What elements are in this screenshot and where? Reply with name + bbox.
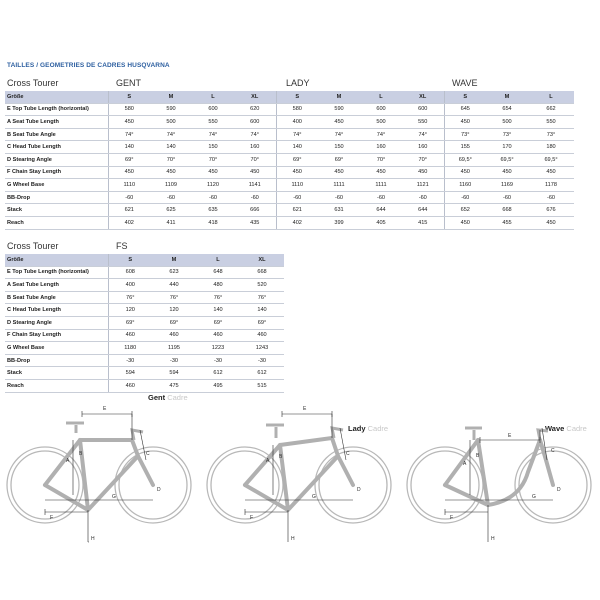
row-label: Reach <box>5 216 108 229</box>
table-cell: 520 <box>240 279 284 292</box>
dim-letter-h-lady: H <box>291 536 295 542</box>
table-row <box>5 179 574 192</box>
table-cell: 160 <box>402 141 444 154</box>
table-cell: 69° <box>196 316 240 329</box>
table-cell: -30 <box>240 354 284 367</box>
table-cell: 590 <box>318 103 360 116</box>
table-cell: -60 <box>108 191 150 204</box>
table-cell: 644 <box>360 204 402 217</box>
table-cell: 1160 <box>444 179 486 192</box>
table-cell: 435 <box>234 216 276 229</box>
table-cell: 450 <box>486 166 528 179</box>
cockpit-lady <box>266 425 343 438</box>
frame-lady <box>245 438 353 510</box>
table-cell: 621 <box>276 204 318 217</box>
table-cell: 74° <box>150 128 192 141</box>
dim-letter-e-gent: E <box>103 406 107 412</box>
table-cell: 475 <box>152 379 196 392</box>
table-cell: 590 <box>150 103 192 116</box>
row-label: BB-Drop <box>5 354 108 367</box>
table-cell: 625 <box>150 204 192 217</box>
row-label: BB-Drop <box>5 191 108 204</box>
bike-diagram-gent <box>0 400 200 550</box>
table-row <box>5 291 284 304</box>
table-cell: 69,5° <box>528 153 574 166</box>
table-cell: 550 <box>528 116 574 129</box>
table-cell: 631 <box>318 204 360 217</box>
table-cell: 644 <box>402 204 444 217</box>
table-cell: 418 <box>192 216 234 229</box>
table-cell: 440 <box>152 279 196 292</box>
table-cell: 668 <box>240 266 284 279</box>
table-cell: 594 <box>108 367 152 380</box>
table-cell: 450 <box>444 216 486 229</box>
table-cell: 140 <box>240 304 284 317</box>
table-cell: 1178 <box>528 179 574 192</box>
table-cell: 120 <box>152 304 196 317</box>
column-header: M <box>152 254 196 266</box>
table-cell: 399 <box>318 216 360 229</box>
table-cell: 450 <box>276 166 318 179</box>
table1-group-wave: WAVE <box>452 78 478 88</box>
table-row <box>5 216 574 229</box>
table-cell: 69° <box>318 153 360 166</box>
table-cell: 450 <box>108 166 150 179</box>
table-cell: 70° <box>360 153 402 166</box>
dim-letter-g-gent: G <box>112 494 116 500</box>
dim-letter-a-gent: A <box>66 458 70 464</box>
table-cell: 455 <box>486 216 528 229</box>
table-cell: 160 <box>360 141 402 154</box>
table-cell: 500 <box>486 116 528 129</box>
table-row <box>5 153 574 166</box>
table-cell: 69° <box>152 316 196 329</box>
geometry-table-cross-tourer-fs <box>5 254 284 393</box>
table-cell: -30 <box>196 354 240 367</box>
dim-letter-c-wave: C <box>551 448 555 454</box>
table-cell: 69° <box>108 316 152 329</box>
table-cell: -60 <box>234 191 276 204</box>
dim-letter-h-gent: H <box>91 536 95 542</box>
table-cell: 1195 <box>152 342 196 355</box>
dim-letter-b-lady: B <box>279 454 283 460</box>
table-cell: 450 <box>234 166 276 179</box>
row-label: D Stearing Angle <box>5 316 108 329</box>
table-cell: 74° <box>108 128 150 141</box>
dim-letter-d-lady: D <box>357 487 361 493</box>
table-cell: 411 <box>150 216 192 229</box>
table-cell: 460 <box>240 329 284 342</box>
table-cell: 600 <box>192 103 234 116</box>
table-cell: -60 <box>528 191 574 204</box>
column-header: XL <box>234 91 276 103</box>
table-cell: 676 <box>528 204 574 217</box>
table-cell: 150 <box>192 141 234 154</box>
table-cell: 400 <box>108 279 152 292</box>
table-cell: 668 <box>486 204 528 217</box>
row-label: A Seat Tube Length <box>5 279 108 292</box>
table-cell: 1120 <box>192 179 234 192</box>
table1-group-lady: LADY <box>286 78 310 88</box>
row-label: F Chain Stay Length <box>5 329 108 342</box>
table-row <box>5 103 574 116</box>
diagram-sub-gent: Cadre <box>167 393 188 402</box>
table-cell: 1141 <box>234 179 276 192</box>
page-caption: TAILLES / GEOMETRIES DE CADRES HUSQVARNA <box>7 62 170 69</box>
table-cell: 405 <box>360 216 402 229</box>
table-cell: 400 <box>276 116 318 129</box>
column-header: S <box>108 254 152 266</box>
diagram-name-gent: Gent <box>148 393 166 402</box>
table-cell: 160 <box>234 141 276 154</box>
table-cell: 594 <box>152 367 196 380</box>
table-cell: 73° <box>486 128 528 141</box>
column-header: XL <box>402 91 444 103</box>
table-cell: 450 <box>444 166 486 179</box>
table-cell: 652 <box>444 204 486 217</box>
table-cell: 620 <box>234 103 276 116</box>
table-cell: 415 <box>402 216 444 229</box>
table-cell: 612 <box>196 367 240 380</box>
dim-letter-e-wave: E <box>508 433 512 439</box>
table-cell: 580 <box>276 103 318 116</box>
table-cell: 600 <box>234 116 276 129</box>
diagram-sub-lady: Cadre <box>367 424 389 433</box>
column-header: XL <box>240 254 284 266</box>
column-header-size: Größe <box>5 91 108 103</box>
column-header: L <box>192 91 234 103</box>
dim-letter-f-lady: F <box>250 515 254 521</box>
column-header: M <box>486 91 528 103</box>
table-cell: 1109 <box>150 179 192 192</box>
table-cell: -30 <box>152 354 196 367</box>
table-cell: 608 <box>108 266 152 279</box>
table-row <box>5 204 574 217</box>
column-header: S <box>276 91 318 103</box>
table-cell: -60 <box>192 191 234 204</box>
table-cell: 74° <box>192 128 234 141</box>
table-cell: 623 <box>152 266 196 279</box>
table-cell: 73° <box>444 128 486 141</box>
table-cell: 74° <box>402 128 444 141</box>
table-row <box>5 379 284 392</box>
table-cell: 450 <box>402 166 444 179</box>
table-row <box>5 116 574 129</box>
table-cell: -60 <box>276 191 318 204</box>
table-cell: 550 <box>402 116 444 129</box>
table-cell: 460 <box>108 379 152 392</box>
table-cell: 76° <box>152 291 196 304</box>
table-cell: 460 <box>152 329 196 342</box>
table-cell: -60 <box>486 191 528 204</box>
dim-letter-d-gent: D <box>157 487 161 493</box>
table-cell: 76° <box>108 291 152 304</box>
table-cell: 1223 <box>196 342 240 355</box>
table-cell: 648 <box>196 266 240 279</box>
table-cell: 450 <box>528 166 574 179</box>
table-cell: 74° <box>360 128 402 141</box>
cockpit-gent <box>66 423 143 440</box>
table-cell: 74° <box>234 128 276 141</box>
column-header: L <box>196 254 240 266</box>
table-cell: 140 <box>276 141 318 154</box>
table-cell: 180 <box>528 141 574 154</box>
table2-model: FS <box>116 241 128 251</box>
table-row <box>5 304 284 317</box>
table-cell: 70° <box>402 153 444 166</box>
table-cell: 550 <box>192 116 234 129</box>
table-cell: -60 <box>318 191 360 204</box>
table-header-row <box>5 91 574 103</box>
row-label: E Top Tube Length (horizontal) <box>5 266 108 279</box>
table-cell: 69,5° <box>486 153 528 166</box>
table-cell: 450 <box>192 166 234 179</box>
table-row <box>5 279 284 292</box>
column-header: S <box>108 91 150 103</box>
dim-letter-a-lady: A <box>266 458 270 464</box>
diagram-name-wave: Wave <box>545 424 565 433</box>
table-cell: 70° <box>234 153 276 166</box>
table-cell: 654 <box>486 103 528 116</box>
row-label: B Seat Tube Angle <box>5 128 108 141</box>
column-header: M <box>150 91 192 103</box>
table-cell: -30 <box>108 354 152 367</box>
table-cell: 480 <box>196 279 240 292</box>
table-row <box>5 367 284 380</box>
table-cell: 662 <box>528 103 574 116</box>
dim-letter-f-wave: F <box>450 515 454 521</box>
table-cell: 70° <box>150 153 192 166</box>
row-label: B Seat Tube Angle <box>5 291 108 304</box>
dim-letter-f-gent: F <box>50 515 54 521</box>
table-cell: 645 <box>444 103 486 116</box>
table-cell: 402 <box>108 216 150 229</box>
table-cell: 1111 <box>318 179 360 192</box>
table-row <box>5 354 284 367</box>
column-header: S <box>444 91 486 103</box>
table-header-row <box>5 254 284 266</box>
diagram-name-lady: Lady <box>348 424 366 433</box>
table-cell: -60 <box>402 191 444 204</box>
table-cell: -60 <box>444 191 486 204</box>
table-cell: 600 <box>360 103 402 116</box>
table-cell: 402 <box>276 216 318 229</box>
table-cell: 460 <box>108 329 152 342</box>
dim-letter-e-lady: E <box>303 406 307 412</box>
column-header: M <box>318 91 360 103</box>
table-cell: 74° <box>318 128 360 141</box>
table-cell: 74° <box>276 128 318 141</box>
table-row <box>5 191 574 204</box>
table-row <box>5 316 284 329</box>
table-cell: 450 <box>528 216 574 229</box>
table-row <box>5 266 284 279</box>
table-cell: 450 <box>318 166 360 179</box>
table-cell: 150 <box>318 141 360 154</box>
table-cell: 1121 <box>402 179 444 192</box>
table-cell: 140 <box>196 304 240 317</box>
table-cell: 621 <box>108 204 150 217</box>
table-cell: 70° <box>192 153 234 166</box>
table-row <box>5 166 574 179</box>
table-cell: 450 <box>318 116 360 129</box>
column-header: L <box>360 91 402 103</box>
table-cell: 495 <box>196 379 240 392</box>
table-cell: 515 <box>240 379 284 392</box>
table-row <box>5 128 574 141</box>
table-cell: 1111 <box>360 179 402 192</box>
table-cell: 580 <box>108 103 150 116</box>
geometry-table-cross-tourer <box>5 91 574 230</box>
table-cell: 140 <box>108 141 150 154</box>
table-cell: 69° <box>240 316 284 329</box>
dim-letter-a-wave: A <box>463 461 467 467</box>
table-cell: 155 <box>444 141 486 154</box>
table-cell: 450 <box>360 166 402 179</box>
table-cell: 69° <box>108 153 150 166</box>
table-cell: 600 <box>402 103 444 116</box>
table-cell: 140 <box>150 141 192 154</box>
table-cell: 69,5° <box>444 153 486 166</box>
bike-diagram-lady <box>200 400 400 550</box>
row-label: A Seat Tube Length <box>5 116 108 129</box>
table-cell: -60 <box>360 191 402 204</box>
table-row <box>5 342 284 355</box>
dim-letter-h-wave: H <box>491 536 495 542</box>
row-label: F Chain Stay Length <box>5 166 108 179</box>
table-cell: 612 <box>240 367 284 380</box>
row-label: Stack <box>5 367 108 380</box>
row-label: D Stearing Angle <box>5 153 108 166</box>
bike-diagram-wave <box>400 400 600 550</box>
row-label: C Head Tube Length <box>5 141 108 154</box>
row-label: Reach <box>5 379 108 392</box>
table-cell: 1180 <box>108 342 152 355</box>
table-row <box>5 141 574 154</box>
dim-letter-c-lady: C <box>346 451 350 457</box>
table1-group-gent: GENT <box>116 78 142 88</box>
table-row <box>5 329 284 342</box>
frame-wave <box>445 440 553 505</box>
dim-letter-g-lady: G <box>312 494 316 500</box>
table-cell: 1110 <box>276 179 318 192</box>
table-cell: 450 <box>150 166 192 179</box>
diagram-sub-wave: Cadre <box>566 424 587 433</box>
dim-letter-b-gent: B <box>79 451 83 457</box>
table-cell: 500 <box>150 116 192 129</box>
column-header-size: Größe <box>5 254 108 266</box>
row-label: Stack <box>5 204 108 217</box>
table-cell: 450 <box>108 116 150 129</box>
table-cell: -60 <box>150 191 192 204</box>
table-cell: 170 <box>486 141 528 154</box>
table-cell: 666 <box>234 204 276 217</box>
table-cell: 73° <box>528 128 574 141</box>
dimension-lines-lady <box>245 411 353 542</box>
row-label: G Wheel Base <box>5 179 108 192</box>
column-header: L <box>528 91 574 103</box>
row-label: E Top Tube Length (horizontal) <box>5 103 108 116</box>
table-cell: 500 <box>360 116 402 129</box>
table-cell: 76° <box>240 291 284 304</box>
table-cell: 1243 <box>240 342 284 355</box>
dim-letter-g-wave: G <box>532 494 536 500</box>
dim-letter-c-gent: C <box>146 451 150 457</box>
table-cell: 76° <box>196 291 240 304</box>
table-cell: 1110 <box>108 179 150 192</box>
table-cell: 69° <box>276 153 318 166</box>
row-label: G Wheel Base <box>5 342 108 355</box>
table-cell: 120 <box>108 304 152 317</box>
table1-title: Cross Tourer <box>7 78 59 88</box>
table2-title: Cross Tourer <box>7 241 59 251</box>
table-cell: 460 <box>196 329 240 342</box>
row-label: C Head Tube Length <box>5 304 108 317</box>
table-cell: 1169 <box>486 179 528 192</box>
table-cell: 635 <box>192 204 234 217</box>
dim-letter-b-wave: B <box>476 453 480 459</box>
table-cell: 450 <box>444 116 486 129</box>
dim-letter-d-wave: D <box>557 487 561 493</box>
